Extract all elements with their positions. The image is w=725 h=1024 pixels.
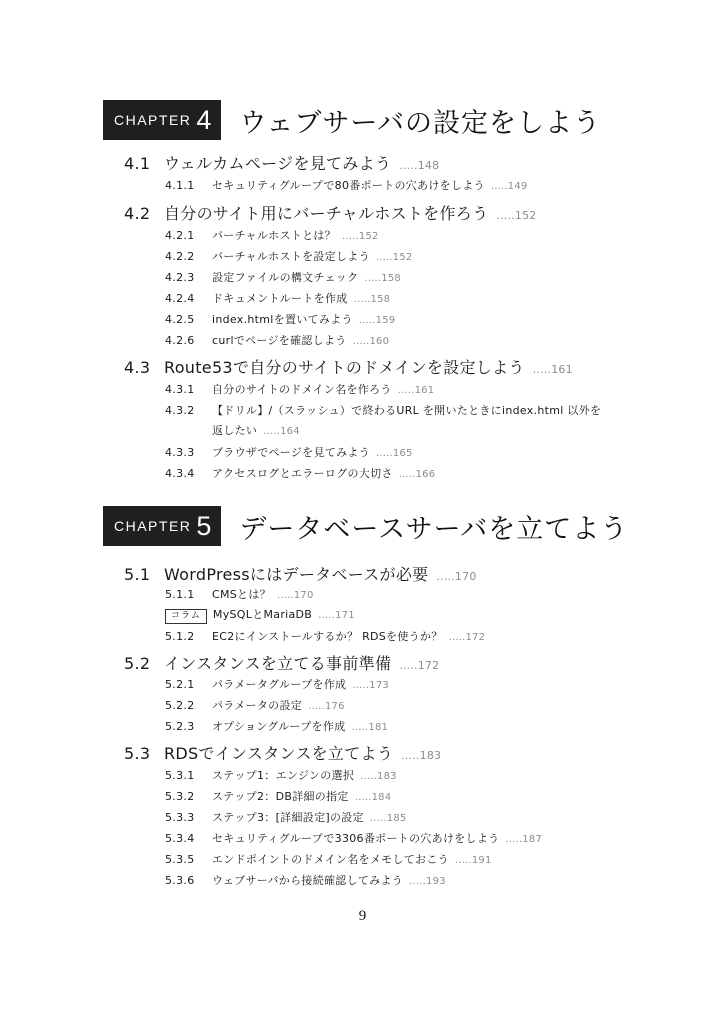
section-title: Route53で自分のサイトのドメインを設定しよう <box>164 358 525 377</box>
subsection-title: オプショングループを作成 <box>212 720 346 733</box>
page-ref: .....170 <box>436 570 477 583</box>
subsection-title: セキュリティグループで3306番ポートの穴あけをしよう <box>212 832 500 845</box>
toc-subsection[interactable] <box>165 718 388 734</box>
toc-subsection[interactable] <box>165 788 391 804</box>
subsection-title: EC2にインストールするか？ RDSを使うか？ <box>212 630 443 643</box>
toc-section[interactable] <box>124 562 477 585</box>
subsection-title: パラメータグループを作成 <box>212 678 347 691</box>
page-ref: .....185 <box>369 813 407 824</box>
subsection-number: 4.3.2 <box>165 404 195 417</box>
toc-subsection[interactable] <box>165 872 446 888</box>
subsection-number: 4.1.1 <box>165 179 195 192</box>
page-ref: .....165 <box>375 448 413 459</box>
page-ref: .....166 <box>398 469 436 480</box>
subsection-title: index.htmlを置いてみよう <box>212 313 353 326</box>
section-number: 5.1 <box>124 565 151 584</box>
page-ref: .....152 <box>496 209 537 222</box>
toc-subsection[interactable] <box>165 809 406 825</box>
toc-subsection[interactable] <box>165 586 314 602</box>
subsection-title: パラメータの設定 <box>212 699 303 712</box>
toc-subsection[interactable] <box>165 676 389 692</box>
page-ref: .....158 <box>364 273 401 284</box>
toc-subsection[interactable] <box>165 248 412 264</box>
toc-subsection[interactable] <box>165 851 492 867</box>
subsection-number: 5.3.3 <box>165 811 195 824</box>
page-ref: .....193 <box>409 876 446 887</box>
subsection-title: アクセスログとエラーログの大切さ <box>212 467 393 480</box>
subsection-title: エンドポイントのドメイン名をメモしておこう <box>212 853 449 866</box>
toc-subsection[interactable] <box>165 332 389 348</box>
chapter-badge <box>103 100 221 140</box>
subsection-number: 4.2.2 <box>165 250 195 263</box>
subsection-title: ステップ2：DB詳細の指定 <box>212 790 349 803</box>
page-ref: .....161 <box>397 385 435 396</box>
page-ref: .....184 <box>354 792 392 803</box>
subsection-title: 【ドリル】/（スラッシュ）で終わるURL を開いたときにindex.html 以外を <box>212 404 602 417</box>
page-ref: .....152 <box>341 231 379 242</box>
page-ref: .....191 <box>454 855 492 866</box>
page-number: 9 <box>358 908 367 924</box>
chapter-badge <box>103 506 221 546</box>
page-ref: .....149 <box>490 181 528 192</box>
page-ref: .....173 <box>352 680 389 691</box>
subsection-title: セキュリティグループで80番ポートの穴あけをしよう <box>212 179 485 192</box>
page-ref: .....176 <box>308 701 345 712</box>
subsection-number: 5.3.2 <box>165 790 195 803</box>
subsection-number: 4.3.1 <box>165 383 195 396</box>
page-ref: .....158 <box>353 294 391 305</box>
subsection-title: ウェブサーバから接続確認してみよう <box>212 874 404 887</box>
toc-subsection[interactable] <box>165 269 401 285</box>
section-title: ウェルカムページを見てみよう <box>164 154 392 173</box>
subsection-title: ステップ1：エンジンの選択 <box>212 769 355 782</box>
toc-section[interactable] <box>124 355 573 378</box>
page-ref: .....171 <box>318 610 355 621</box>
toc-subsection[interactable] <box>165 465 435 481</box>
subsection-title: バーチャルホストとは？ <box>212 229 336 242</box>
chapter-number: 5 <box>196 510 212 541</box>
subsection-title: ドキュメントルートを作成 <box>212 292 348 305</box>
section-title: RDSでインスタンスを立てよう <box>164 744 394 763</box>
subsection-number: 5.3.1 <box>165 769 195 782</box>
page-ref: .....172 <box>448 632 486 643</box>
toc-column[interactable] <box>165 606 355 624</box>
page-ref: .....183 <box>360 771 397 782</box>
toc-subsection-continuation[interactable] <box>165 422 300 438</box>
section-number: 4.2 <box>124 204 151 223</box>
subsection-number: 4.2.1 <box>165 229 195 242</box>
page-ref: .....152 <box>375 252 413 263</box>
toc-section[interactable] <box>124 651 439 674</box>
section-title: インスタンスを立てる事前準備 <box>164 654 392 673</box>
toc-section[interactable] <box>124 741 441 764</box>
column-tag: コラム <box>165 609 207 624</box>
subsection-title: バーチャルホストを設定しよう <box>212 250 370 263</box>
subsection-number: 5.3.6 <box>165 874 195 887</box>
toc-subsection[interactable] <box>165 830 542 846</box>
subsection-number: 4.2.3 <box>165 271 195 284</box>
page-ref: .....181 <box>351 722 389 733</box>
toc-subsection[interactable] <box>165 402 607 418</box>
chapter-title: データベースサーバを立てよう <box>239 513 629 545</box>
section-number: 5.2 <box>124 654 151 673</box>
toc-subsection[interactable] <box>165 444 413 460</box>
toc-section[interactable] <box>124 151 439 174</box>
page-ref: .....159 <box>358 315 396 326</box>
toc-section[interactable] <box>124 201 537 224</box>
subsection-number: 5.2.2 <box>165 699 195 712</box>
toc-subsection[interactable] <box>165 311 395 327</box>
subsection-number: 5.3.4 <box>165 832 195 845</box>
page-ref: .....187 <box>505 834 543 845</box>
subsection-number: 4.2.6 <box>165 334 195 347</box>
subsection-title: ステップ3：[詳細設定]の設定 <box>212 811 364 824</box>
page-ref: .....172 <box>399 659 440 672</box>
chapter-4-header <box>103 100 601 140</box>
subsection-title: curlでページを確認しよう <box>212 334 347 347</box>
subsection-number: 4.2.4 <box>165 292 195 305</box>
section-title: WordPressにはデータベースが必要 <box>164 565 429 584</box>
subsection-number: 4.3.3 <box>165 446 195 459</box>
subsection-number: 4.2.5 <box>165 313 195 326</box>
toc-subsection[interactable] <box>165 628 485 644</box>
page-ref: .....148 <box>399 159 440 172</box>
toc-subsection[interactable] <box>165 767 397 783</box>
chapter-title: ウェブサーバの設定をしよう <box>239 107 602 139</box>
subsection-title: ブラウザでページを見てみよう <box>212 446 370 459</box>
subsection-number: 5.1.1 <box>165 588 195 601</box>
toc-subsection[interactable] <box>165 697 345 713</box>
page-ref: .....161 <box>532 363 573 376</box>
toc-subsection[interactable] <box>165 290 390 306</box>
subsection-title: MySQLとMariaDB <box>212 608 313 621</box>
subsection-number: 5.2.1 <box>165 678 195 691</box>
page-ref: .....170 <box>276 590 314 601</box>
chapter-label: CHAPTER <box>114 112 192 128</box>
subsection-number: 4.3.4 <box>165 467 195 480</box>
page-ref: .....164 <box>263 426 300 437</box>
toc-subsection[interactable] <box>165 381 434 397</box>
section-number: 5.3 <box>124 744 151 763</box>
subsection-number: 5.2.3 <box>165 720 195 733</box>
subsection-number: 5.1.2 <box>165 630 195 643</box>
section-number: 4.1 <box>124 154 151 173</box>
subsection-title: 返したい <box>212 424 258 437</box>
subsection-title: 自分のサイトのドメイン名を作ろう <box>212 383 392 396</box>
chapter-label: CHAPTER <box>114 518 192 534</box>
toc-subsection[interactable] <box>165 227 379 243</box>
subsection-number: 5.3.5 <box>165 853 195 866</box>
subsection-title: CMSとは？ <box>212 588 271 601</box>
chapter-number: 4 <box>196 104 212 135</box>
page-ref: .....183 <box>401 749 442 762</box>
page-ref: .....160 <box>352 336 390 347</box>
subsection-title: 設定ファイルの構文チェック <box>212 271 359 284</box>
section-number: 4.3 <box>124 358 151 377</box>
chapter-5-header <box>103 506 628 546</box>
section-title: 自分のサイト用にバーチャルホストを作ろう <box>164 204 489 223</box>
toc-subsection[interactable] <box>165 177 527 193</box>
